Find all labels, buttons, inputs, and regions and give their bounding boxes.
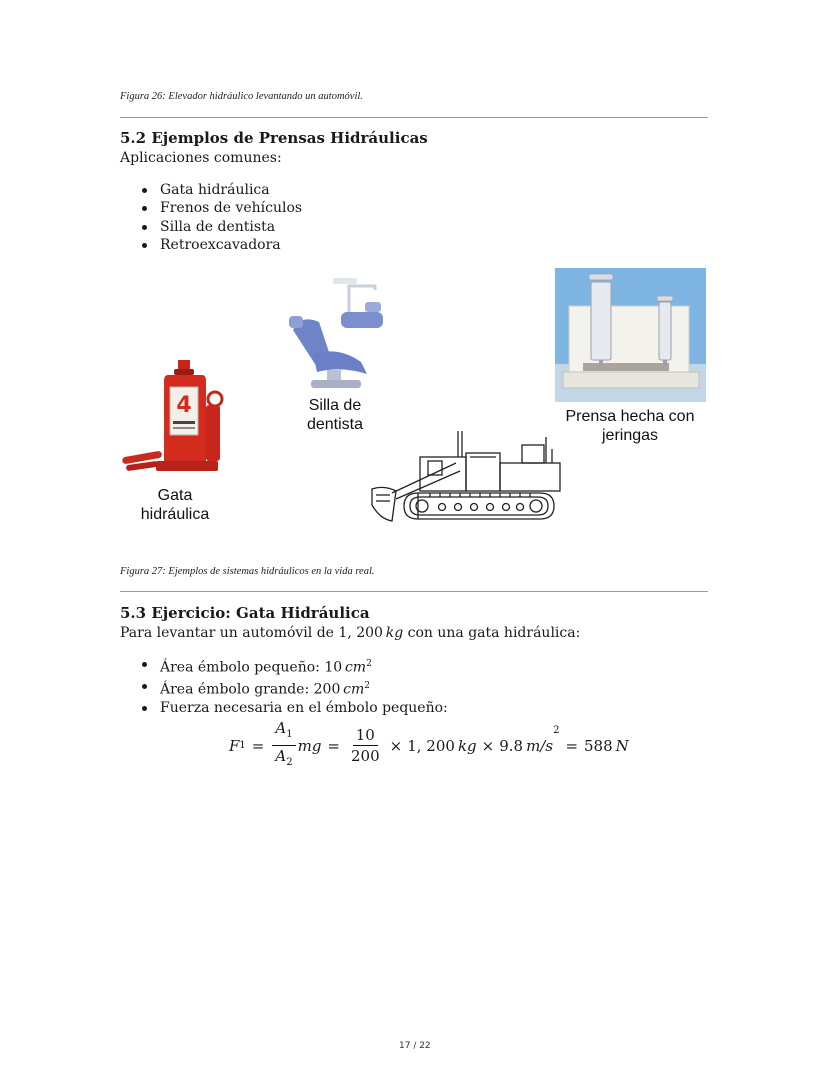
list-item: Área émbolo pequeño: 10 $cm^2$ <box>120 655 448 677</box>
section-5-3-intro: Para levantar un automóvil de 1, 200 kg con una gata hidráulica: <box>120 625 581 641</box>
figure-27-caption: Figura 27: Ejemplos de sistemas hidráulicos en la vida real. <box>120 566 375 577</box>
figure-27-illustration <box>115 262 715 532</box>
section-divider <box>120 591 708 592</box>
list-item: Área émbolo grande: 200 $cm^2$ <box>120 677 448 699</box>
syringe-press-label: Prensa hecha con jeringas <box>565 408 695 444</box>
page-number: 17 / 22 <box>399 1041 431 1051</box>
syringe-press-image <box>555 268 706 402</box>
force-formula: F 1 = $\frac{A_1}{A_2}$ mg = $\frac{10}{200}$ × 1, 200 kg × 9.8 m/s 2 = 588 N <box>229 719 629 772</box>
figure-26-caption: Figura 26: Elevador hidráulico levantando un automóvil. <box>120 91 363 102</box>
section-5-2-intro: Aplicaciones comunes: <box>120 150 282 166</box>
list-item: Frenos de vehículos <box>120 199 302 217</box>
list-item: Fuerza necesaria en el émbolo pequeño: <box>120 699 448 717</box>
excavator-image <box>370 427 570 527</box>
dentist-chair-label: Silla de dentista <box>306 397 364 433</box>
exercise-data-list <box>120 655 448 717</box>
dentist-chair-image <box>283 276 388 392</box>
area-ratio-fraction: $\frac{A_1}{A_2}$ <box>272 719 295 772</box>
list-item: Silla de dentista <box>120 218 302 236</box>
list-item: Gata hidráulica <box>120 181 302 199</box>
numeric-fraction: $\frac{10}{200}$ <box>351 726 380 765</box>
section-5-3-title: 5.3 Ejercicio: Gata Hidráulica <box>120 604 370 622</box>
section-divider <box>120 117 708 118</box>
jack-label: Gata hidráulica <box>140 487 210 523</box>
list-item: Retroexcavadora <box>120 236 302 254</box>
hydraulic-jack-image <box>120 357 235 482</box>
jack-number: 4 <box>176 393 192 418</box>
applications-list <box>120 181 302 254</box>
section-5-2-title: 5.2 Ejemplos de Prensas Hidráulicas <box>120 129 428 147</box>
